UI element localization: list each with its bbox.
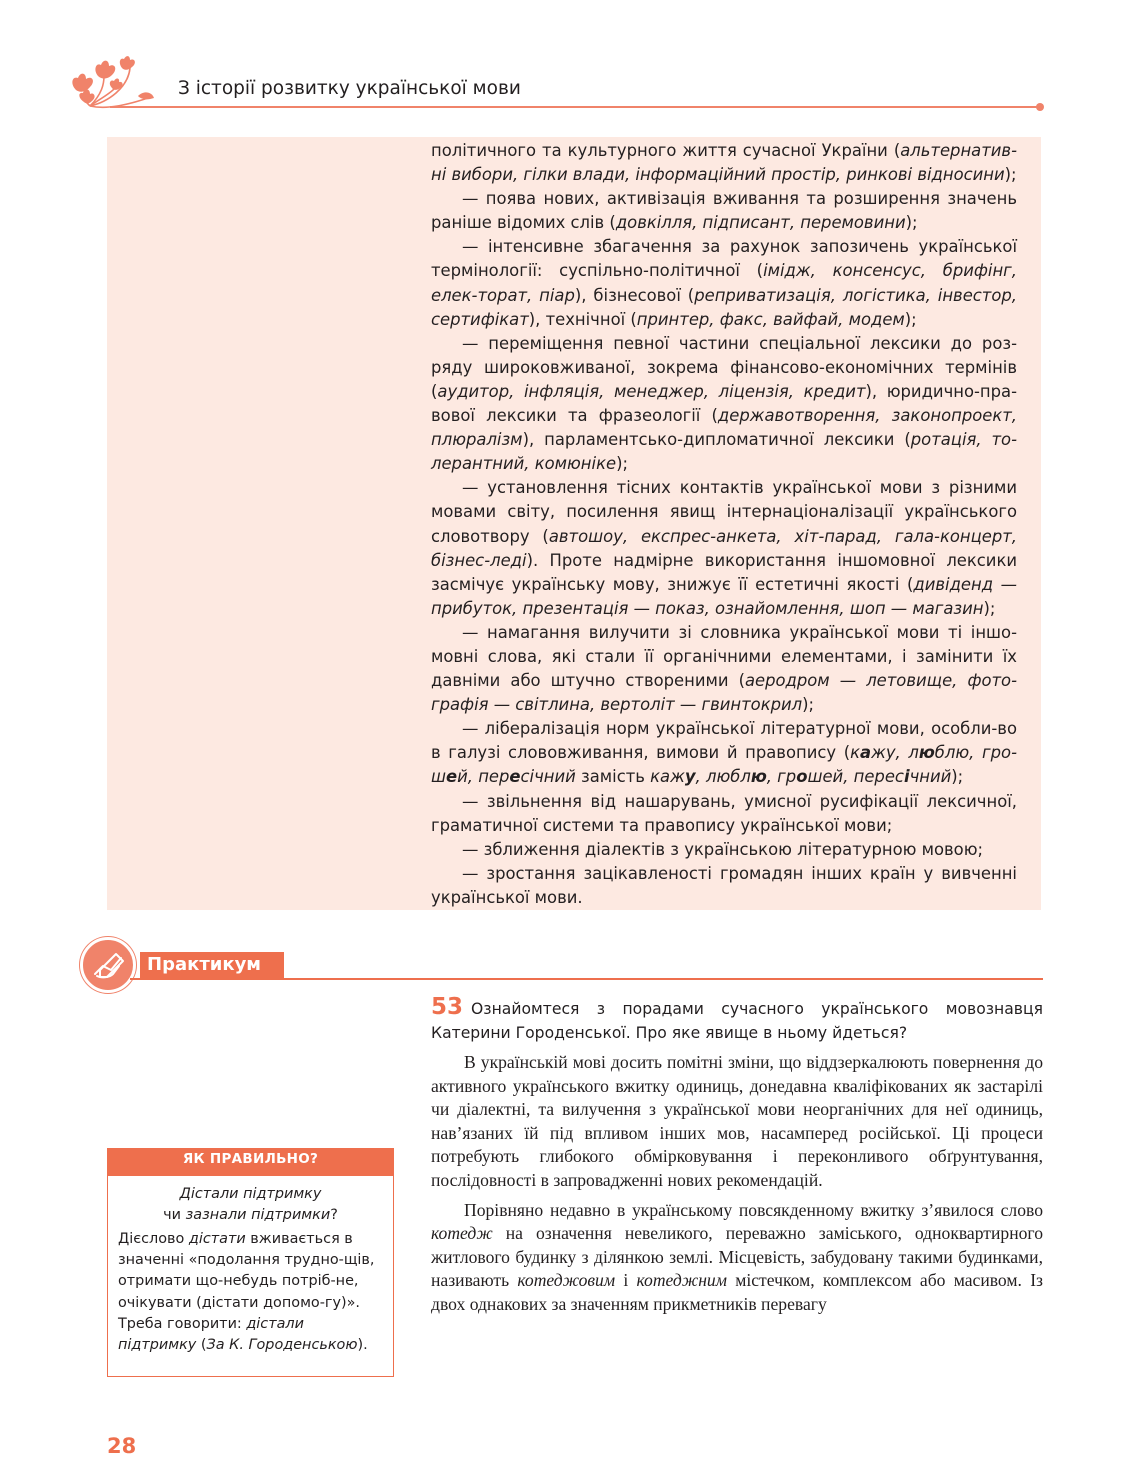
panel-paragraph: — поява нових, активізація вживання та розширення значень раніше відомих слів (довкілля, підписант, перемовини); [431,189,1017,233]
continuation-text [431,139,1017,910]
running-header-title: З історії розвитку української мови [178,78,521,99]
header-rule [110,106,1038,108]
panel-paragraph: — зближення діалектів з українською літературною мовою; [462,839,984,859]
practicum-heading: Практикум [147,954,262,975]
exercise-53 [431,996,1043,1323]
panel-paragraph: — лібералізація норм української літературної мови, особли-во в галузі слововживання, вимови й правопису (кажу, люблю, гро-шей, пересічний замість кажу, люблю, грошей, пересічний); [431,719,1017,787]
panel-paragraph: — зростання зацікавленості громадян інших країн у вивченні української мови. [431,863,1017,907]
panel-paragraph: — інтенсивне збагачення за рахунок запозичень української термінології: суспільно-політичної (імідж, консенсус, брифінг, елек-торат, піар), бізнесової (реприватизація, логістика, інвестор, сертифікат), технічної (принтер, факс, вайфай, модем); [431,237,1017,329]
panel-paragraph: — установлення тісних контактів української мови з різними мовами світу, посилення явищ інтернаціоналізації українського словотвору (автошоу, експрес-анкета, хіт-парад, гала-концерт, бізнес-леді). Проте надмірне використання іншомовної лексики засмічує українську мову, знижує її естетичні якості (дивіденд — прибуток, презентація — показ, ознайомлення, шоп — магазин); [431,478,1018,618]
how-correct-heading: ЯК ПРАВИЛЬНО? [182,1151,319,1167]
exercise-task [431,996,1043,1045]
exercise-instruction: Ознайомтеся з порадами сучасного українського мовознавця Катерини Городенської. Про яке явище в ньому йдеться? [431,1000,1043,1042]
exercise-number: 53 [431,994,464,1020]
panel-paragraph: політичного та культурного життя сучасної України (альтернатив-ні вибори, гілки влади, інформаційний простір, ринкові відносини); [431,141,1017,185]
hand-writing-icon [80,937,136,993]
panel-paragraph: — звільнення від нашарувань, умисної русифікації лексичної, граматичної системи та правопису української мови; [431,791,1017,835]
how-correct-question: Дістали підтримку чи зазнали підтримки? [163,1186,338,1223]
page-number: 28 [107,1434,137,1458]
panel-paragraph: — переміщення певної частини спеціальної лексики до роз-ряду широковживаної, зокрема фінансово-економічних термінів (аудитор, інфляція, менеджер, ліцензія, кредит), юридично-пра-вової лексики та фразеології (державотворення, законопроект, плюралізм), парламентсько-дипломатичної лексики (ротація, то-лерантний, комюніке); [431,333,1017,474]
how-correct-explanation: Дієслово дістати вживається в значенні «подолання трудно-щів, отримати що-небудь потріб-не, очікувати (дістати допомо-гу)». Треба говорити: дістали підтримку (За К. Городенською). [118,1231,375,1354]
header-rule-dot [1036,103,1044,111]
exercise-text [431,1051,1043,1317]
practicum-rule [130,978,1043,980]
exercise-paragraph: В українській мові досить помітні зміни, що віддзеркалюють повернення до активного українського вжитку одиниць, донедавна кваліфікованих як застарілі чи діалектні, та вилучення з української мови неорганічних для неї одиниць, нав’язаних їй під впливом інших мов, насамперед російської. Ці процеси потребують глибокого обмірковування і переконливого обґрунтування, послідовності в запровадженні нових рекомендацій. [431,1052,1043,1190]
panel-paragraph: — намагання вилучити зі словника української мови ті іншо-мовні слова, які стали її органічними елементами, і замінити їх давніми або штучно створеними (аеродром — летовище, фото-графія — світлина, вертоліт — гвинтокрил); [431,622,1017,715]
exercise-paragraph: Порівняно недавно в українському повсякденному вжитку з’явилося слово котедж на означення невеликого, переважно заміського, одноквартирного житлового будинку з ділянкою землі. Місцевість, забудовану такими будинками, називають котеджовим і котеджним містечком, комплексом або масивом. Із двох однакових за значенням прикметників перевагу [431,1199,1043,1314]
